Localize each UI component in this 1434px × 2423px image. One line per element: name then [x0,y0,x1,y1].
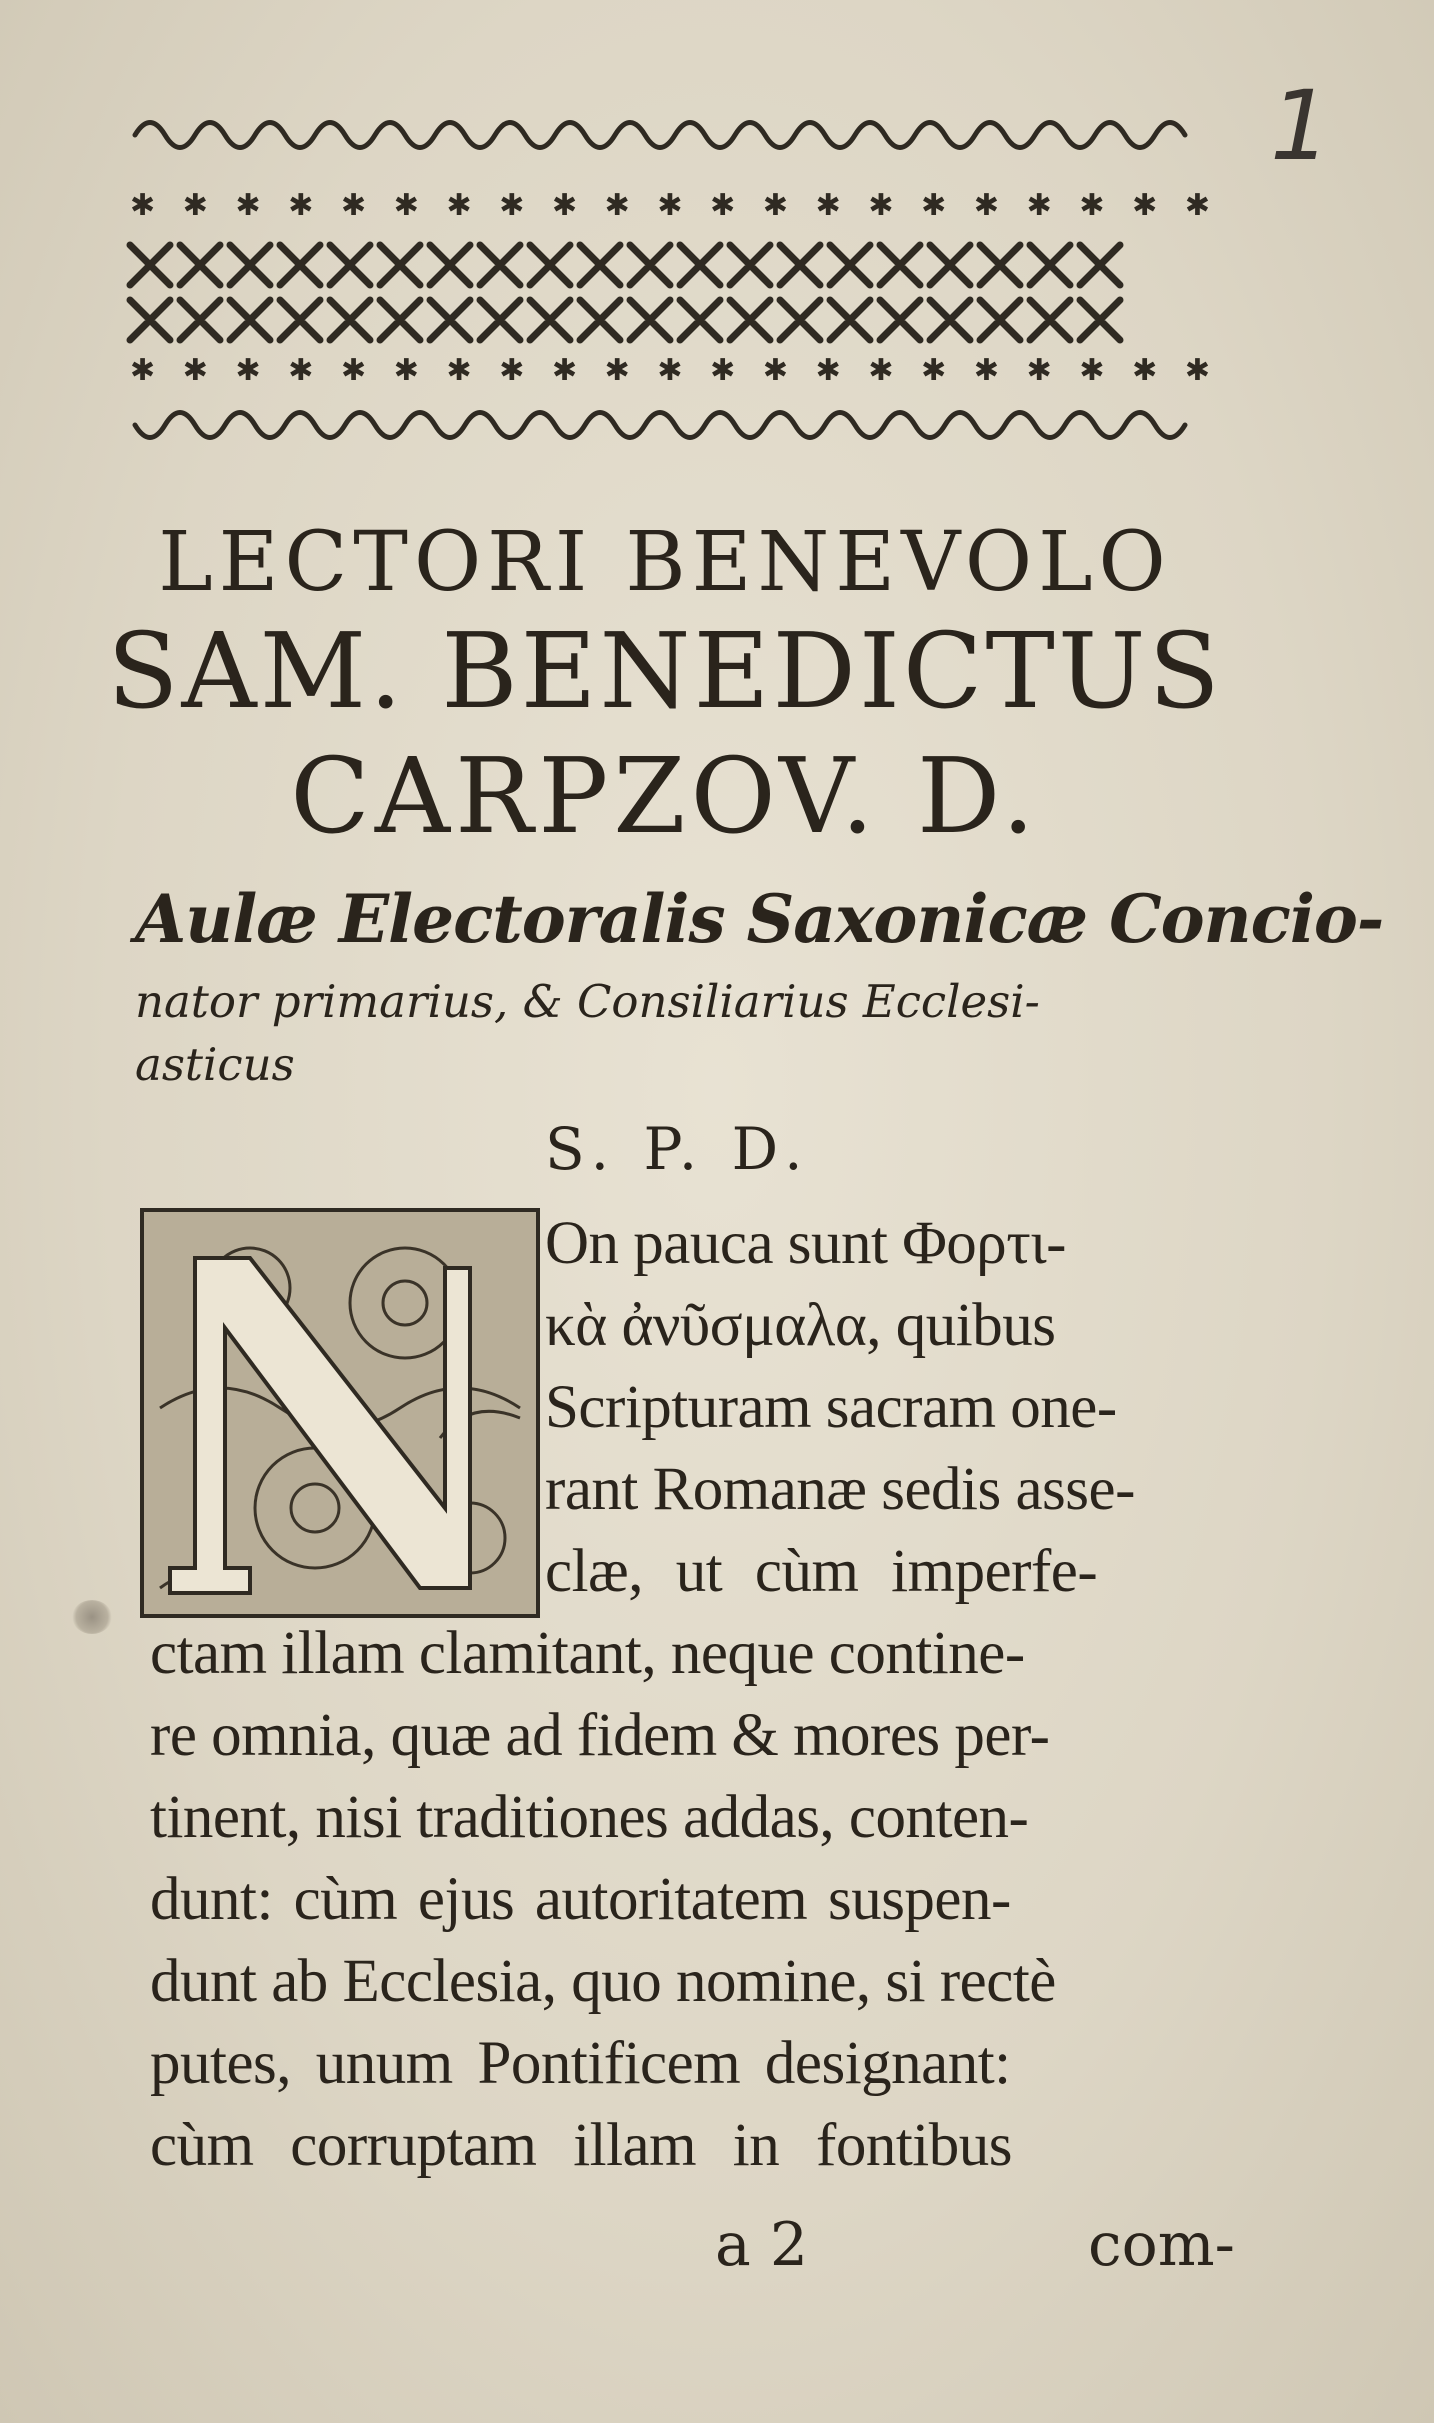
salutation: S. P. D. [545,1115,811,1183]
body-line-9: dunt: cùm ejus autoritatem suspen- [150,1866,1011,1933]
catchword: com- [1088,2210,1235,2280]
paper-stain [72,1600,112,1634]
author-title-line-1: Aulæ Electoralis Saxonicæ Concio- [135,880,1384,958]
author-title-line-2: nator primarius, & Consiliarius Ecclesi- [135,975,1040,1028]
heading-author-surname: CARPZOV. D. [290,735,1040,857]
body-line-5: clæ, ut cùm imperfe- [545,1538,1098,1605]
body-line-2: κὰ ἀνῦσμαλα, quibus [545,1292,1056,1359]
body-line-10: dunt ab Ecclesia, quo nomine, si rectè [150,1948,1056,2015]
signature-mark: a 2 [715,2210,809,2280]
body-line-4: rant Romanæ sedis asse- [545,1456,1135,1523]
ornamental-header-band [125,95,1215,475]
heading-author-name: SAM. BENEDICTUS [107,610,1223,732]
body-line-8: tinent, nisi traditiones addas, conten- [150,1784,1029,1851]
svg-text:✱ ✱ ✱ ✱ ✱ ✱ ✱ ✱ ✱ ✱ ✱ ✱ ✱ ✱ ✱: ✱ ✱ ✱ ✱ ✱ ✱ ✱ ✱ ✱ ✱ ✱ ✱ ✱ ✱ ✱ ✱ ✱ ✱ ✱ ✱ ✱ [130,353,1211,388]
body-line-1: On pauca sunt Φορτι- [545,1210,1066,1277]
author-title-line-3: asticus [135,1038,295,1091]
svg-text:✱ ✱ ✱ ✱ ✱ ✱ ✱ ✱ ✱ ✱ ✱ ✱ ✱ ✱ ✱: ✱ ✱ ✱ ✱ ✱ ✱ ✱ ✱ ✱ ✱ ✱ ✱ ✱ ✱ ✱ ✱ ✱ ✱ ✱ ✱ ✱ [130,188,1211,223]
heading-lectori: LECTORI BENEVOLO [158,515,1172,610]
body-line-6: ctam illam clamitant, neque contine- [150,1620,1025,1687]
body-line-11: putes, unum Pontificem designant: [150,2030,1011,2097]
decorated-initial-n [140,1208,540,1618]
body-line-7: re omnia, quæ ad fidem & mores per- [150,1702,1050,1769]
folio-number: 1 [1270,70,1332,182]
body-line-12: cùm corruptam illam in fontibus [150,2112,1012,2179]
body-line-3: Scripturam sacram one- [545,1374,1117,1441]
